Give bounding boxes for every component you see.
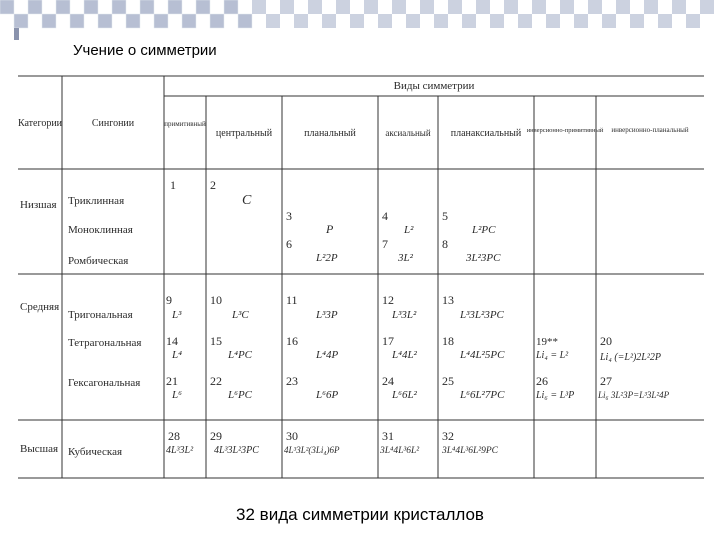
decorative-squares [0, 0, 720, 40]
class-number: 5 [442, 209, 448, 223]
class-number: 17 [382, 334, 394, 348]
header-category: Категории [17, 118, 63, 129]
symmetry-formula: Li₆ = L³P [536, 390, 575, 401]
class-number: 1 [170, 178, 176, 192]
slide-title: Учение о симметрии [73, 42, 217, 59]
symmetry-formula: L³3P [316, 309, 338, 321]
symmetry-formula: P [326, 222, 334, 236]
symmetry-formula: 3L⁴4L³6L²9PC [442, 446, 498, 456]
symmetry-formula: L⁶6L²7PC [460, 389, 505, 401]
class-number: 10 [210, 293, 222, 307]
symmetry-formula: L⁴4L² [392, 349, 417, 361]
symmetry-formula: Li₄ (=L²)2L²2P [600, 352, 661, 363]
symmetry-formula: L²PC [472, 224, 496, 236]
header-planaxial: планаксиальный [450, 128, 522, 139]
header-symmetry-kinds: Виды симметрии [393, 80, 475, 92]
syngony-label: Тетрагональная [68, 337, 142, 349]
symmetry-formula: L⁶6L² [392, 389, 417, 401]
symmetry-formula: L⁴4L²5PC [460, 349, 505, 361]
symmetry-formula: 3L²3PC [466, 252, 501, 264]
syngony-label: Ромбическая [68, 255, 129, 267]
class-number: 25 [442, 374, 454, 388]
symmetry-formula: L³ [172, 309, 182, 321]
class-number: 29 [210, 429, 222, 443]
class-number: 13 [442, 293, 454, 307]
slide-caption: 32 вида симметрии кристаллов [236, 505, 484, 524]
class-number: 12 [382, 293, 394, 307]
symmetry-formula: L⁶6P [316, 389, 339, 401]
header-syngony: Сингонии [91, 118, 135, 129]
class-number: 2 [210, 178, 216, 192]
category-high: Высшая [20, 443, 59, 455]
class-number: 3 [286, 209, 292, 223]
symmetry-formula: L⁴PC [228, 349, 252, 361]
class-number: 15 [210, 334, 222, 348]
class-number: 18 [442, 334, 454, 348]
class-number: 21 [166, 374, 178, 388]
syngony-label: Гексагональная [68, 377, 141, 389]
class-number: 7 [382, 237, 388, 251]
symmetry-formula: L⁴ [172, 349, 182, 361]
symmetry-formula: L³C [232, 309, 249, 321]
symmetry-formula: 3L² [398, 252, 413, 264]
symmetry-formula: C [242, 193, 252, 208]
class-number: 26 [536, 374, 548, 388]
symmetry-formula: 3L⁴4L³6L² [380, 446, 420, 456]
category-low: Низшая [20, 199, 57, 211]
header-axial: аксиальный [385, 128, 431, 138]
class-number: 32 [442, 429, 454, 443]
syngony-label: Триклинная [68, 195, 125, 207]
class-number: 16 [286, 334, 298, 348]
class-number: 28 [168, 429, 180, 443]
category-middle: Средняя [20, 301, 60, 313]
class-number: 30 [286, 429, 298, 443]
class-number: 14 [166, 334, 178, 348]
symmetry-table [14, 74, 706, 482]
symmetry-formula: L³3L²3PC [460, 309, 504, 321]
symmetry-formula: Li₄ = L² [536, 350, 569, 361]
symmetry-formula: L²2P [316, 252, 338, 264]
symmetry-formula: 4L³3L²3PC [214, 445, 259, 456]
class-number: 23 [286, 374, 298, 388]
class-number: 19** [536, 336, 558, 348]
class-number: 24 [382, 374, 394, 388]
header-primitive: примитивный [164, 120, 206, 128]
class-number: 27 [600, 374, 612, 388]
class-number: 9 [166, 293, 172, 307]
class-number: 6 [286, 237, 292, 251]
symmetry-formula: L⁶ [172, 389, 182, 401]
symmetry-formula: L³3L² [392, 309, 417, 321]
symmetry-formula: 4L³3L²(3Li₄)6P [284, 445, 340, 455]
class-number: 22 [210, 374, 222, 388]
header-planal: планальный [304, 128, 356, 139]
header-central: центральный [215, 128, 273, 139]
symmetry-formula: L² [404, 224, 414, 236]
symmetry-formula: L⁴4P [316, 349, 339, 361]
header-inversion-planal: инверсионно-планальный [611, 126, 689, 134]
syngony-label: Тригональная [68, 309, 133, 321]
class-number: 11 [286, 293, 298, 307]
symmetry-formula: L⁶PC [228, 389, 252, 401]
symmetry-formula: 4L³3L² [166, 445, 194, 456]
class-number: 4 [382, 209, 388, 223]
syngony-label: Моноклинная [68, 224, 133, 236]
class-number: 31 [382, 429, 394, 443]
header-inversion-primitive: инверсионно-примитивный [526, 127, 604, 134]
class-number: 8 [442, 237, 448, 251]
symmetry-formula: Li₆ 3L²3P=L³3L²4P [598, 390, 670, 400]
syngony-label: Кубическая [68, 446, 123, 458]
class-number: 20 [600, 334, 612, 348]
